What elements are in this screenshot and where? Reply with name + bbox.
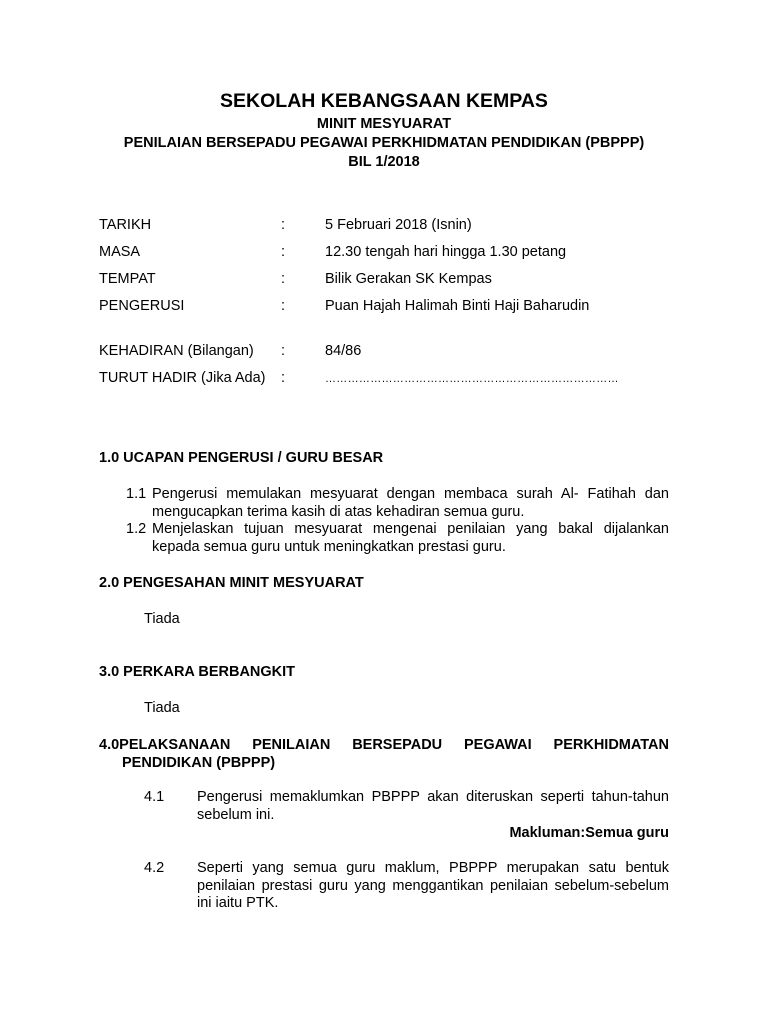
item-number: 4.2 xyxy=(144,860,165,876)
item-text: Menjelaskan tujuan mesyuarat mengenai penilaian yang bakal dijalankan kepada semua guru untuk meningkatkan prestasi guru. xyxy=(152,521,669,555)
info-value: Bilik Gerakan SK Kempas xyxy=(325,271,492,287)
document-type: MINIT MESYUARAT xyxy=(316,116,452,132)
section-4-number: 4.0 xyxy=(99,737,120,753)
item-text: Pengerusi memaklumkan PBPPP akan diteruskan seperti tahun-tahun sebelum ini. xyxy=(197,789,669,823)
item-text: Seperti yang semua guru maklum, PBPPP merupakan satu bentuk penilaian prestasi guru yang menggantikan penilaian sebelum-sebelum ini iaitu PTK. xyxy=(197,860,669,911)
action-by: Makluman:Semua guru xyxy=(509,825,669,841)
info-value: 5 Februari 2018 (Isnin) xyxy=(325,217,472,233)
section-2-body: Tiada xyxy=(144,611,180,627)
section-4-heading-line2: PENDIDIKAN (PBPPP) xyxy=(122,755,276,771)
section-4-title-word: BERSEPADU xyxy=(352,737,443,753)
item-number: 1.1 xyxy=(126,486,147,502)
info-colon: : xyxy=(281,271,286,287)
info-value: Puan Hajah Halimah Binti Haji Baharudin xyxy=(325,298,590,314)
meeting-number: BIL 1/2018 xyxy=(348,154,420,170)
info-label: TEMPAT xyxy=(99,271,156,287)
section-4-heading-line1 xyxy=(99,736,669,754)
section-4-title-word: PENILAIAN xyxy=(252,737,331,753)
section-4-title-word: PEGAWAI xyxy=(464,737,532,753)
info-label: TURUT HADIR (Jika Ada) xyxy=(99,370,266,386)
section-3-body: Tiada xyxy=(144,700,180,716)
info-colon: : xyxy=(281,370,286,386)
info-label: KEHADIRAN (Bilangan) xyxy=(99,343,254,359)
section-2-heading: 2.0 PENGESAHAN MINIT MESYUARAT xyxy=(99,575,364,591)
school-name: SEKOLAH KEBANGSAAN KEMPAS xyxy=(220,90,548,112)
info-colon: : xyxy=(281,217,286,233)
info-label: MASA xyxy=(99,244,141,260)
info-colon: : xyxy=(281,244,286,260)
section-3-heading: 3.0 PERKARA BERBANGKIT xyxy=(99,664,296,680)
section-1-heading: 1.0 UCAPAN PENGERUSI / GURU BESAR xyxy=(99,450,384,466)
info-value-dotted: …………………………………………………………………… xyxy=(325,373,619,385)
section-4-title-word: PERKHIDMATAN xyxy=(553,737,669,753)
info-label: TARIKH xyxy=(99,217,152,233)
info-value: 12.30 tengah hari hingga 1.30 petang xyxy=(325,244,567,260)
meeting-title: PENILAIAN BERSEPADU PEGAWAI PERKHIDMATAN PENDIDIKAN (PBPPP) xyxy=(123,135,645,151)
info-label: PENGERUSI xyxy=(99,298,185,314)
section-4-title-word: PELAKSANAAN xyxy=(119,737,231,753)
item-number: 1.2 xyxy=(126,521,147,537)
info-value: 84/86 xyxy=(325,343,362,359)
item-text: Pengerusi memulakan mesyuarat dengan membaca surah Al- Fatihah dan mengucapkan terima kasih di atas kehadiran semua guru. xyxy=(152,486,669,520)
item-number: 4.1 xyxy=(144,789,165,805)
section-4-heading xyxy=(99,736,669,772)
section-4-title-part xyxy=(99,736,230,754)
info-colon: : xyxy=(281,343,286,359)
info-colon: : xyxy=(281,298,286,314)
